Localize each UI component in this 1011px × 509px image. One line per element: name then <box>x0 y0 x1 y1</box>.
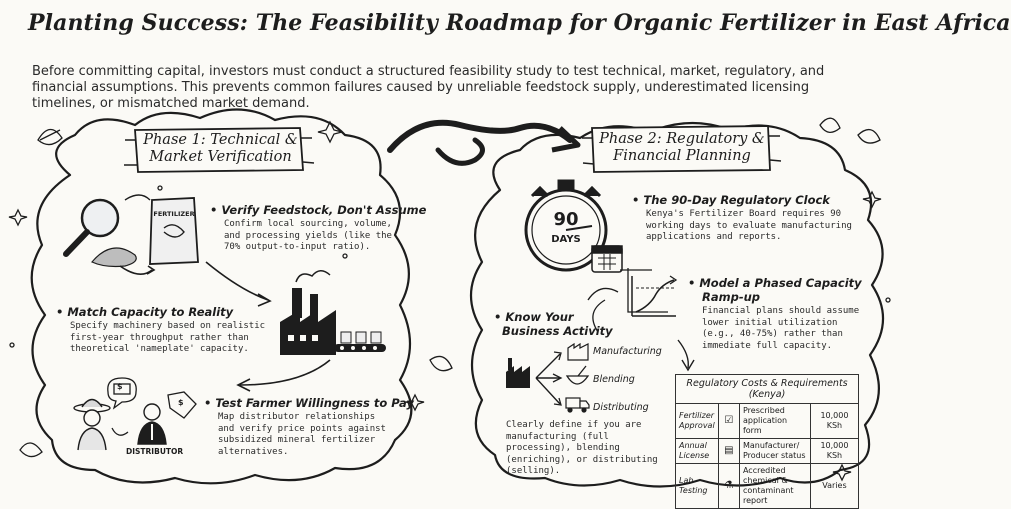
activity-option-blending: Blending <box>593 374 635 385</box>
business-activity-body: Clearly define if you are manufacturing (full processing), blending (enriching), or distributing (selling). <box>506 420 658 476</box>
leaf-icon <box>858 130 880 143</box>
leaf-icon <box>820 118 840 132</box>
table-cell-category: Fertilizer Approval <box>676 404 719 439</box>
business-activity-heading-line2: Business Activity <box>502 324 613 338</box>
calendar-icon <box>592 246 622 272</box>
phase1-item-feedstock <box>210 203 427 254</box>
activity-option-distributing: Distributing <box>593 402 649 413</box>
clock-unit: DAYS <box>551 234 581 245</box>
fertilizer-bag-icon <box>150 198 198 264</box>
phase1-item-willingness <box>204 396 414 458</box>
table-cell-requirement: Accredited chemical & contaminant report <box>739 464 810 509</box>
fertilizer-bag-label: FERTILIZER <box>153 210 195 218</box>
sparkle-icon <box>9 210 27 225</box>
table-row <box>676 439 859 464</box>
capacity-body: Specify machinery based on realistic first-year throughput rather than theoretical 'nameplate' capacity. <box>70 321 266 354</box>
flask-icon: ⚗ <box>718 464 739 509</box>
table-cell-requirement: Manufacturer/ Producer status <box>739 439 810 464</box>
manufacturing-plant-icon <box>568 344 588 360</box>
phase2-title-line2: Financial Planning <box>613 148 751 164</box>
table-cell-cost: 10,000 KSh <box>810 439 858 464</box>
phase1-title-line1: Phase 1: Technical & <box>143 132 298 148</box>
distributor-label: DISTRIBUTOR <box>126 447 184 456</box>
price-tag-symbol-icon: $ <box>178 398 184 407</box>
regulatory-clock-body: Kenya's Fertilizer Board requires 90 working days to evaluate manufacturing applications and reports. <box>646 209 852 242</box>
regulatory-costs-table <box>675 374 859 509</box>
capacity-heading: • Match Capacity to Reality <box>56 305 234 319</box>
willingness-body: Map distributor relationships and verify price points against subsidized mineral fertilizer alternatives. <box>218 412 386 457</box>
leaf-icon <box>430 356 452 370</box>
feedstock-body: Confirm local sourcing, volume, and processing yields (like the 70% output-to-input ratio). <box>224 219 392 252</box>
business-activity-heading: • Know Your <box>494 310 574 324</box>
phase2-item-business-activity <box>494 310 613 338</box>
willingness-heading: • Test Farmer Willingness to Pay <box>204 396 414 410</box>
table-cell-cost: 10,000 KSh <box>810 404 858 439</box>
table-row <box>676 464 859 509</box>
capacity-ramp-heading: • Model a Phased Capacity <box>688 276 862 290</box>
regulatory-costs-table-title: Regulatory Costs & Requirements (Kenya) <box>675 374 859 403</box>
phase2-title-line1: Phase 2: Regulatory & <box>599 131 765 147</box>
phase1-item-capacity <box>56 305 274 356</box>
feedstock-heading: • Verify Feedstock, Don't Assume <box>210 203 427 217</box>
capacity-ramp-heading-line2: Ramp-up <box>702 290 761 304</box>
table-row <box>676 404 859 439</box>
page-title: Planting Success: The Feasibility Roadmap for Organic Fertilizer in East Africa <box>28 10 1011 36</box>
activity-option-manufacturing: Manufacturing <box>593 346 662 357</box>
checkbox-icon: ☑ <box>718 404 739 439</box>
table-cell-category: Lab Testing <box>676 464 719 509</box>
table-cell-requirement: Prescribed application form <box>739 404 810 439</box>
phase2-title <box>594 131 770 165</box>
phase2-item-regulatory-clock <box>632 193 852 244</box>
leaf-icon <box>20 443 42 457</box>
clock-number: 90 <box>553 209 579 230</box>
regulatory-clock-heading: • The 90-Day Regulatory Clock <box>632 193 830 207</box>
leaf-icon <box>38 129 62 144</box>
table-cell-category: Annual License <box>676 439 719 464</box>
intro-paragraph: Before committing capital, investors must conduct a structured feasibility study to test technical, market, regulatory, and financial assumptions. This prevents common failures caused by unreliable feedstock supply, underestimated licensing timelines, or mismatched market demand. <box>32 64 825 111</box>
capacity-ramp-body: Financial plans should assume lower initial utilization (e.g., 40-75%) rather than immediate full capacity. <box>702 306 860 351</box>
table-cell-cost: Varies <box>810 464 858 509</box>
phase1-title-line2: Market Verification <box>149 149 292 165</box>
phase2-item-capacity-ramp <box>688 276 866 352</box>
document-icon: ▤ <box>718 439 739 464</box>
phase1-title <box>138 132 303 166</box>
money-symbol-icon: $ <box>117 382 123 391</box>
